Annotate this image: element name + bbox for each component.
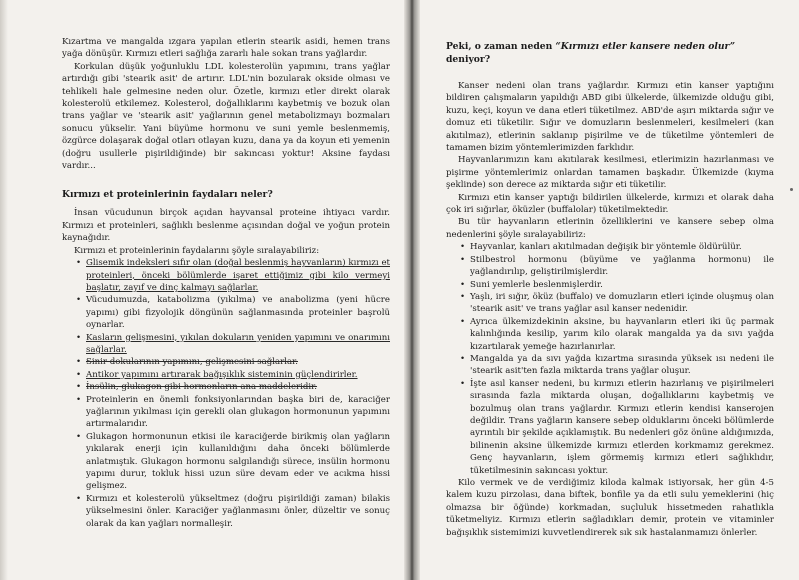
list-item: • Kırmızı et kolesterolü yükseltmez (doğru pişirildiği zaman) bilakis yükselmesini önler. Karaciğer yağlanmasını önler, düzeltir ve sonuç olarak da kan yağları normalleşir. [76, 493, 390, 530]
list-item: • Stilbestrol hormonu (büyüme ve yağlanma hormonu) ile yağlandırılıp, geliştirilmişlerdir. [460, 254, 774, 279]
struck-text: İnsülin, glukagon gibi hormonların ana maddeleridir. [86, 382, 318, 393]
paragraph: Korkulan düşük yoğunluklu LDL kolesterolün yapımını, trans yağlar artırdığı gibi 'stearik asit' de artırır. LDL'nin bozularak okside olması ve tehlikeli hale gelmesine neden olur. Özetle, kırmızı etler direkt olarak kolesterolü etkilemez. Kolesterol, doğallıklarını kaybetmiş ve bozuk olan trans yağlar ve 'stearik asit' yağlarının genel metabolizmayı bozmaları sonucu yükselir. Yani büyüme hormonu ve suni yemle beslenmemiş, özgürce dolaşarak doğal otları otlayan kuzu, dana ya da koyun eti yemenin (doğru usullerle pişirildiğinde) bir sakıncası yoktur! Aksine faydası vardır... [62, 61, 390, 172]
paragraph: Kırmızı et proteinlerinin faydalarını şöyle sıralayabiliriz: [74, 245, 320, 256]
heading-prefix: Peki, o zaman neden [446, 41, 556, 52]
paragraph: Bu tür hayvanların etlerinin özelliklerini ve kansere sebep olma nedenlerini şöyle sıralayabiliriz: [446, 217, 774, 240]
list-item: • İşte asıl kanser nedeni, bu kırmızı etlerin hazırlanış ve pişirilmeleri sırasında fazla miktarda oluşan, doğallıklarını kaybetmiş ve bozulmuş olan trans yağlardır. Kırmızı etlerin kendisi kanserojen değildir. Trans yağların kansere sebep olduklarını önceki bölümlerde ayrıntılı bir şekilde açıklamıştık. Bu nedenleri göz önüne aldığımızda, bilinenin aksine ülkemizde kırmızı etlerden korkmamız gerekmez. Genç hayvanların, işlem görmemiş kırmızı etleri sağlıklıdır, tüketilmesinin sakıncası yoktur. [460, 378, 774, 477]
reasons-list [460, 241, 774, 477]
list-item [76, 332, 390, 357]
right-page [416, 0, 799, 580]
list-item: • Glukagon hormonunun etkisi ile karaciğerde birikmiş olan yağların yıkılarak enerji için kullanıldığını daha önceki bölümlerde anlatmıştık. Glukagon hormonu salgılandığı sürece, insülin hormonu yapımı durur, tokluk hissi uzun süre devam eder ve acıkma hissi gelişmez. [76, 431, 390, 493]
heading-quote: “Kırmızı etler kansere neden olur” [555, 41, 735, 52]
section-heading [446, 40, 774, 66]
list-item: • Yaşlı, iri sığır, öküz (buffalo) ve domuzların etleri içinde oluşmuş olan 'stearik asit' ve trans yağlar asıl kanser nedenidir. [460, 291, 774, 316]
underlined-text: Kasların gelişmesini, yıkılan dokuların yeniden yapımını ve onarımını sağlarlar. [86, 332, 390, 355]
paragraph: Kırmızı etin kanser yaptığı bildirilen ülkelerde, kırmızı et olarak daha çok iri sığırlar, öküzler (buffalolar) tüketilmektedir. [446, 192, 774, 216]
list-item [76, 356, 390, 368]
list-item [76, 381, 390, 393]
list-item: • Mangalda ya da sıvı yağda kızartma sırasında yüksek ısı nedeni ile 'stearik asit'ten fazla miktarda trans yağlar oluşur. [460, 353, 774, 378]
struck-text: Sinir dokularının yapımını, gelişmesini sağlarlar. [86, 357, 299, 368]
heading-suffix: deniyor? [446, 54, 491, 65]
right-column [446, 36, 774, 539]
section-heading: Kırmızı et proteinlerinin faydaları neler? [62, 189, 273, 201]
list-item: • Proteinlerin en önemli fonksiyonlarından başka biri de, karaciğer yağlarının yıkılması için gerekli olan glukagon hormonunun yapımını artırmalarıdır. [76, 394, 390, 431]
pen-mark [790, 188, 793, 191]
list-item: • Vücudumuzda, katabolizma (yıkılma) ve anabolizma (yeni hücre yapımı) gibi fizyolojik döngünün sağlanmasında proteinler başrolü oynarlar. [76, 294, 390, 331]
underlined-text: Antikor yapımını artırarak bağışıklık sisteminin güçlendirirler. [86, 369, 358, 380]
list-item [76, 369, 390, 381]
list-item: • Hayvanlar, kanları akıtılmadan değişik bir yöntemle öldürülür. [460, 241, 774, 253]
list-item: • Suni yemlerle beslenmişlerdir. [460, 279, 774, 291]
underlined-text: Glisemik indeksleri sıfır olan (doğal beslenmiş hayvanların) kırmızı et proteinleri, önceki bölümlerde işaret ettiğimiz gibi kilo vermeyi başlatır, zayıf ve dinç kalmayı sağlarlar. [86, 258, 390, 293]
paragraph: Kilo vermek ve de verdiğimiz kiloda kalmak istiyorsak, her gün 4-5 kalem kuzu pirzolası, dana biftek, bonfile ya da etli sulu yemeklerini (hiç olmazsa bir öğünde) korkmadan, suçluluk hissetmeden rahatlıkla tüketmeliyiz. Kırmızı etlerin sağladıkları demir, protein ve vitaminler bağışıklık sistemimizi kuvvetlendirerek sık sık hastalanmamızı önlerler. [446, 478, 774, 538]
benefits-list [76, 257, 390, 530]
paragraph: İnsan vücudunun birçok açıdan hayvansal proteine ihtiyacı vardır. Kırmızı et proteinleri, sağlıklı beslenme açısından doğal ve yoğun protein kaynağıdır. [62, 208, 390, 244]
paragraph: Kanser nedeni olan trans yağlardır. Kırmızı etin kanser yaptığını bildiren çalışmaların yapıldığı ABD gibi ülkelerde, ülkemizde olduğu gibi, kuzu, keçi, koyun ve dana etleri tüketilmez. ABD'de aşırı miktarda sığır ve domuz eti tüketilir. Sığır ve domuzların beslenmeleri, kesilmeleri (kan akıtılmaz), etlerinin saklanıp pişirilme ve de tüketilme yöntemleri de tamamen bizim yöntemlerimizden farklıdır. [446, 81, 774, 154]
paragraph: Hayvanlarımızın kanı akıtılarak kesilmesi, etlerimizin hazırlanması ve pişirme yöntemlerimiz onlardan tamamen başkadır. Ülkemizde (kıyma şeklinde) son derece az miktarda sığır eti tüketilir. [446, 155, 774, 191]
left-column [62, 36, 390, 530]
list-item [76, 257, 390, 294]
paragraph: Kızartma ve mangalda ızgara yapılan etlerin stearik asidi, hemen trans yağa dönüşür. Kırmızı etleri sağlığa zararlı hale sokan trans yağlardır. [62, 37, 390, 60]
list-item: • Ayrıca ülkemizdekinin aksine, bu hayvanların etleri iki üç parmak kalınlığında kesilip, yarım kilo olarak mangalda ya da sıvı yağda kızartılarak yemeğe hazırlanırlar. [460, 316, 774, 353]
